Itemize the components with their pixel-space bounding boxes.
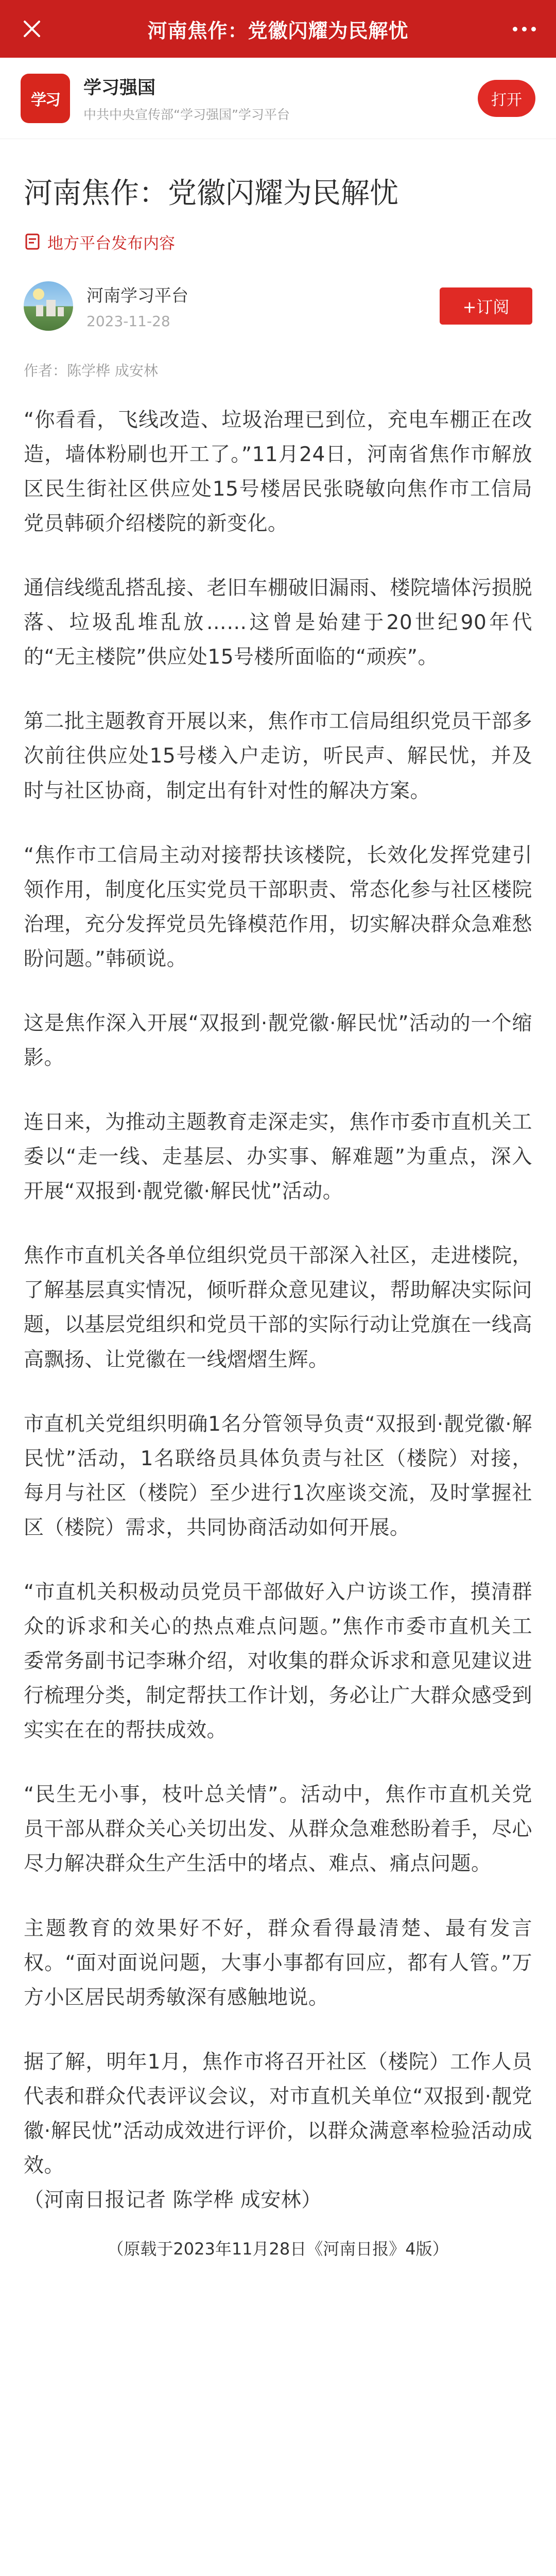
post-date: 2023-11-28 [86, 312, 170, 330]
paragraph: 主题教育的效果好不好，群众看得最清楚、最有发言权。“面对面说问题，大事小事都有回应，都有人管。”万方小区居民胡秀敏深有感触地说。 [24, 1917, 532, 2009]
paragraph: “焦作市工信局主动对接帮扶该楼院，长效化发挥党建引领作用，制度化压实党员干部职责、常态化参与社区楼院治理，充分发挥党员先锋模范作用，切实解决群众急难愁盼问题。”韩硕说。 [24, 843, 532, 971]
paragraph: 第二批主题教育开展以来，焦作市工信局组织党员干部多次前往供应处15号楼入户走访，听民声、解民忧，并及时与社区协商，制定出有针对性的解决方案。 [24, 710, 532, 803]
app-info [83, 74, 478, 123]
paragraph: “民生无小事，枝叶总关情”。活动中，焦作市直机关党员干部从群众关心关切出发、从群众急难愁盼着手，尽心尽力解决群众生产生活中的堵点、难点、痛点问题。 [24, 1783, 532, 1876]
article [0, 175, 556, 2260]
more-button[interactable] [508, 15, 541, 42]
app-logo: 学习 [21, 74, 70, 123]
more-dots-icon [513, 27, 517, 31]
author-name[interactable]: 河南学习平台 [86, 285, 188, 306]
app-banner [0, 58, 556, 139]
app-name: 学习强国 [83, 77, 156, 98]
reporter-credit: （河南日报记者 陈学桦 成安林） [24, 2189, 322, 2212]
close-button[interactable] [19, 15, 45, 42]
avatar[interactable] [24, 281, 73, 331]
window-title: 河南焦作：党徽闪耀为民解忧 [147, 19, 409, 42]
article-headline: 河南焦作：党徽闪耀为民解忧 [24, 177, 398, 210]
paragraph: 连日来，为推动主题教育走深走实，焦作市委市直机关工委以“走一线、走基层、办实事、解难题”为重点，深入开展“双报到·靓党徽·解民忧”活动。 [24, 1111, 532, 1204]
app-description: 中共中央宣传部“学习强国”学习平台 [83, 107, 290, 122]
article-body [24, 403, 532, 2217]
open-app-button[interactable]: 打开 [478, 80, 535, 117]
paragraph: 市直机关党组织明确1名分管领导负责“双报到·靓党徽·解民忧”活动，1名联络员具体负责与社区（楼院）对接，每月与社区（楼院）至少进行1次座谈交流，及时掌握社区（楼院）需求，共同协商活动如何开展。 [24, 1412, 532, 1539]
paragraph: 这是焦作深入开展“双报到·靓党徽·解民忧”活动的一个缩影。 [24, 1011, 532, 1070]
close-icon [22, 19, 42, 39]
source-label: 地方平台发布内容 [47, 234, 175, 253]
author-info [86, 282, 440, 330]
paragraph: 焦作市直机关各单位组织党员干部深入社区，走进楼院，了解基层真实情况，倾听群众意见建议，帮助解决实际问题，以基层党组织和党员干部的实际行动让党旗在一线高高飘扬、让党徽在一线熠熠生辉。 [24, 1244, 532, 1371]
byline: 作者：陈学桦 成安林 [24, 362, 158, 379]
paragraph: “市直机关积极动员党员干部做好入户访谈工作，摸清群众的诉求和关心的热点难点问题。”焦作市委市直机关工委常务副书记李琳介绍，对收集的群众诉求和意见建议进行梳理分类，制定帮扶工作计划，务必让广大群众感受到实实在在的帮扶成效。 [24, 1580, 532, 1742]
paragraph: “你看看，飞线改造、垃圾治理已到位，充电车棚正在改造，墙体粉刷也开工了。”11月24日，河南省焦作市解放区民生街社区供应处15号楼居民张晓敏向焦作市工信局党员韩硕介绍楼院的新变化。 [24, 408, 532, 536]
author-row [24, 281, 532, 331]
paragraph: 通信线缆乱搭乱接、老旧车棚破旧漏雨、楼院墙体污损脱落、垃圾乱堆乱放……这曾是始建于20世纪90年代的“无主楼院”供应处15号楼所面临的“顽疾”。 [24, 577, 532, 669]
subscribe-button[interactable]: +订阅 [440, 287, 532, 325]
original-source-note: （原载于2023年11月28日《河南日报》4版） [107, 2239, 449, 2259]
paragraph: 据了解，明年1月，焦作市将召开社区（楼院）工作人员代表和群众代表评议会议，对市直机关单位“双报到·靓党徽·解民忧”活动成效进行评价，以群众满意率检验活动成效。 [24, 2050, 532, 2177]
document-icon [24, 233, 41, 250]
source-line[interactable] [24, 230, 532, 253]
title-bar [0, 0, 556, 58]
